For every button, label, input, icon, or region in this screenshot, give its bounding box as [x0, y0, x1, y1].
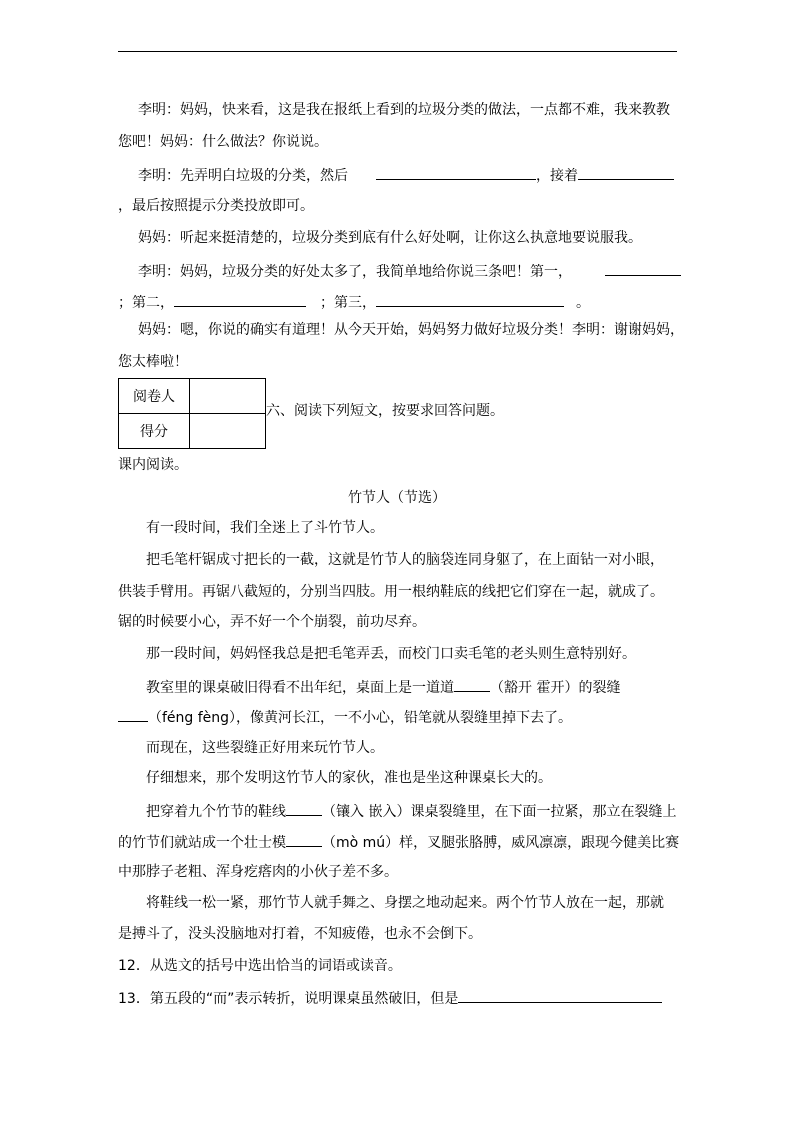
passage-line	[146, 800, 676, 820]
answer-blank[interactable]	[118, 706, 148, 722]
section-heading: 六、阅读下列短文，按要求回答问题。	[266, 403, 504, 419]
passage-line: 是搏斗了，没头没脑地对打着，不知疲倦，也永不会倒下。	[118, 926, 482, 942]
passage-line: 将鞋线一松一紧，那竹节人就手舞之、身摆之地动起来。两个竹节人放在一起，那就	[146, 895, 664, 911]
passage-line: 仔细想来，那个发明这竹节人的家伙，准也是坐这种课桌长大的。	[146, 770, 552, 786]
dialogue-line: 李明：妈妈，快来看，这是我在报纸上看到的垃圾分类的做法，一点都不难，我来教教	[138, 102, 670, 118]
reviewer-label: 阅卷人	[119, 379, 190, 414]
dialogue-line: 妈妈：嗯，你说的确实有道理！从今天开始，妈妈努力做好垃圾分类！李明：谢谢妈妈，	[138, 322, 684, 338]
dialogue-line: ，最后按照提示分类投放即可。	[118, 198, 314, 214]
passage-line: 中那脖子老粗、浑身疙瘩肉的小伙子差不多。	[118, 864, 398, 880]
answer-blank[interactable]	[286, 831, 322, 847]
text: 教室里的课桌破旧得看不出年纪，桌面上是一道道	[146, 680, 454, 696]
dialogue-line	[138, 164, 674, 184]
passage-title: 竹节人（节选）	[348, 490, 446, 506]
text: （豁开 霍开）的裂缝	[490, 680, 621, 696]
passage-line: 而现在，这些裂缝正好用来玩竹节人。	[146, 740, 384, 756]
passage-line: 那一段时间，妈妈怪我总是把毛笔弄丢，而校门口卖毛笔的老头则生意特别好。	[146, 646, 636, 662]
score-cell[interactable]	[190, 414, 266, 449]
passage-line	[118, 831, 679, 851]
score-label: 得分	[119, 414, 190, 449]
text: ；第二，	[118, 295, 174, 311]
passage-line: 供装手臂用。再锯八截短的，分别当四肢。用一根纳鞋底的线把它们穿在一起，就成了。	[118, 584, 664, 600]
answer-blank[interactable]	[174, 291, 306, 307]
text: 李明：先弄明白垃圾的分类，然后	[138, 168, 348, 184]
dialogue-line	[138, 260, 681, 280]
passage-line	[146, 676, 620, 696]
text: 13．第五段的“而”表示转折，说明课桌虽然破旧，但是	[118, 991, 459, 1007]
dialogue-line: 妈妈：听起来挺清楚的，垃圾分类到底有什么好处啊，让你这么执意地要说服我。	[138, 230, 642, 246]
text: 把穿着九个竹节的鞋线	[146, 804, 286, 820]
passage-line: 把毛笔杆锯成寸把长的一截，这就是竹节人的脑袋连同身躯了，在上面钻一对小眼，	[146, 552, 664, 568]
text: ；第三，	[320, 295, 376, 311]
answer-blank[interactable]	[458, 987, 662, 1003]
section-subheading: 课内阅读。	[118, 457, 188, 473]
passage-line: 锯的时候要小心，弄不好一个个崩裂，前功尽弃。	[118, 614, 426, 630]
text: ，接着	[536, 168, 578, 184]
dialogue-line	[118, 291, 590, 311]
score-table	[118, 378, 266, 449]
header-rule	[118, 51, 677, 52]
answer-blank[interactable]	[605, 260, 681, 276]
text: 。	[576, 295, 590, 311]
answer-blank[interactable]	[286, 800, 322, 816]
passage-line	[118, 706, 572, 726]
question-12: 12．从选文的括号中选出恰当的词语或读音。	[118, 958, 402, 974]
dialogue-line: 您太棒啦！	[118, 354, 188, 370]
question-13	[118, 987, 662, 1007]
answer-blank[interactable]	[376, 164, 536, 180]
reviewer-cell[interactable]	[190, 379, 266, 414]
text: （镶入 嵌入）课桌裂缝里，在下面一拉紧，那立在裂缝上	[322, 804, 677, 820]
answer-blank[interactable]	[578, 164, 674, 180]
passage-line: 有一段时间，我们全迷上了斗竹节人。	[146, 520, 384, 536]
text: 李明：妈妈，垃圾分类的好处太多了，我简单地给你说三条吧！第一，	[138, 264, 572, 280]
text: （mò mú）样，叉腿张胳膊，威风凛凛，跟现今健美比赛	[322, 835, 680, 851]
answer-blank[interactable]	[376, 291, 564, 307]
dialogue-line: 您吧！妈妈：什么做法？你说说。	[118, 134, 328, 150]
answer-blank[interactable]	[454, 676, 490, 692]
text: （féng fèng），像黄河长江，一不小心，铅笔就从裂缝里掉下去了。	[148, 710, 573, 726]
text: 的竹节们就站成一个壮士模	[118, 835, 286, 851]
